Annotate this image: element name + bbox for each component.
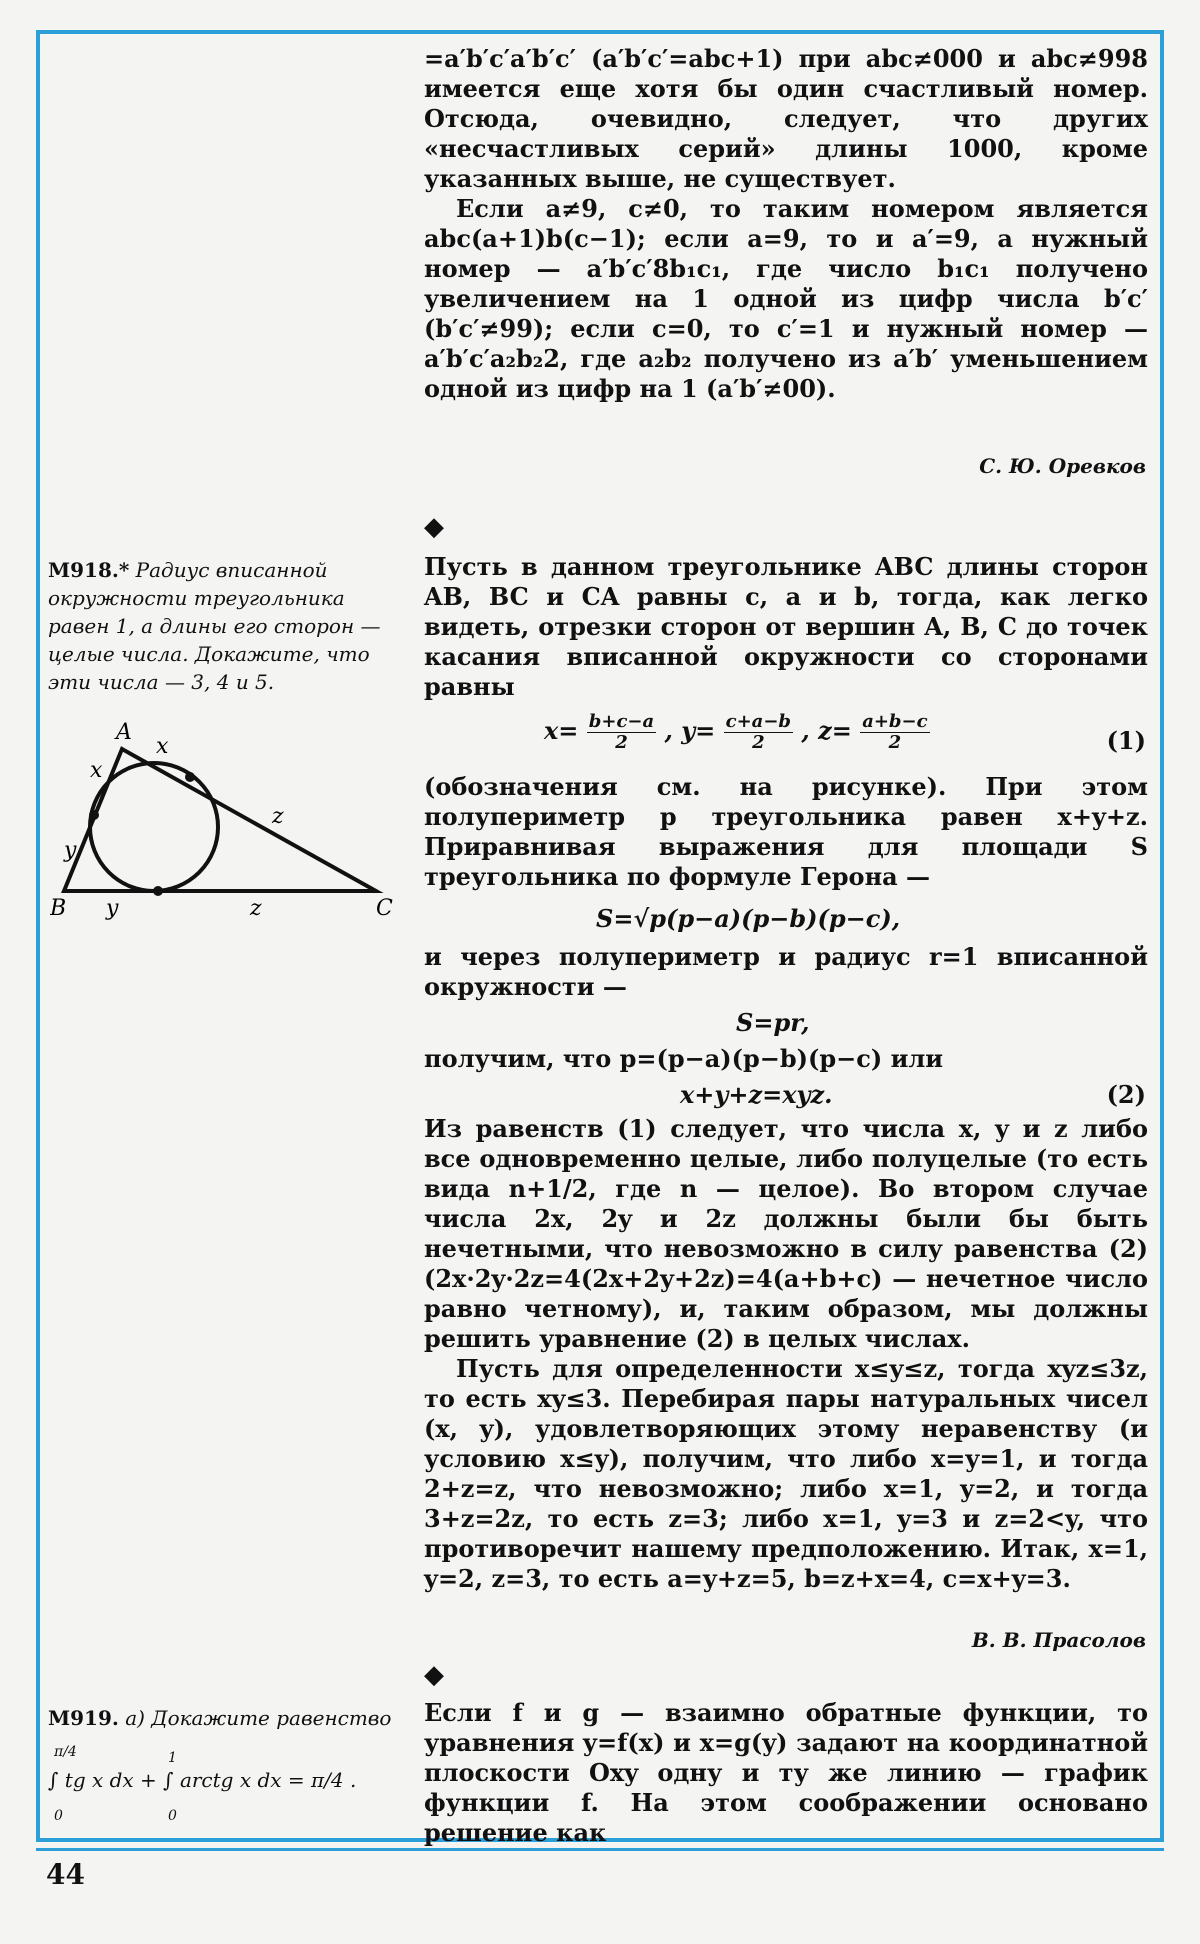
triangle-figure	[50, 715, 410, 925]
m919-int2-upper: 1	[168, 1750, 177, 1766]
page-number: 44	[46, 1858, 85, 1891]
top-paragraph-2: Если a≠9, c≠0, то таким номером является abc(a+1)b(c−1); если a=9, то и a′=9, а нужный номер — a′b′c′8b₁c₁, где число b₁c₁ получено увеличением на 1 одной из цифр числа b′c′ (b′c′≠99); если c=0, то c′=1 и нужный номер — a′b′c′a₂b₂2, где a₂b₂ получено из a′b′ уменьшением одной из цифр на 1 (a′b′≠00).	[424, 194, 1148, 403]
label-a: A	[116, 720, 132, 745]
label-x-top: x	[156, 734, 169, 759]
label-x-left: x	[90, 758, 103, 783]
label-c: C	[376, 896, 393, 921]
bottom-rule	[36, 1848, 1164, 1851]
signature-orevkov: С. Ю. Оревков	[979, 454, 1146, 478]
m919-int1-upper: π/4	[54, 1744, 77, 1760]
tangent-point-ab	[89, 810, 99, 820]
m919-statement: а) Докажите равенство	[125, 1706, 392, 1730]
m918-paragraph-3: и через полупериметр и радиус r=1 вписанной окружности —	[424, 942, 1148, 1001]
triangle-abc	[64, 749, 376, 891]
m919-int2-lower: 0	[168, 1808, 177, 1824]
m918-problem	[48, 556, 396, 696]
label-y-left: y	[64, 838, 77, 863]
formula-1: x= $\frac{b+c-a}{2}$ , y= $\frac{c+a-b}{2}$ , z= $\frac{a+b-c}{2}$	[544, 711, 928, 753]
signature-prasolov: В. В. Прасолов	[971, 1628, 1146, 1652]
label-z-bottom: z	[250, 896, 262, 921]
m918-paragraph-6: Пусть для определенности x≤y≤z, тогда xyz≤3z, то есть xy≤3. Перебирая пары натуральных чисел (x, y), удовлетворяющих этому неравенству (и условию x≤y), получим, что либо x=y=1, и тогда 2+z=z, что невозможно; либо x=1, y=2, и тогда 3+z=2z, то есть z=3; либо x=1, y=3 и z=2<y, что противоречит нашему предположению. Итак, x=1, y=2, z=3, то есть a=y+z=5, b=z+x=4, c=x+y=3.	[424, 1354, 1148, 1593]
label-y-bottom: y	[106, 896, 119, 921]
m919-problem	[48, 1704, 396, 1732]
m918-paragraph-1: Пусть в данном треугольнике ABC длины сторон AB, BC и CA равны c, a и b, тогда, как легко видеть, отрезки сторон от вершин A, B, C до точек касания вписанной окружности со сторонами равны	[424, 552, 1148, 701]
formula-heron: S=√p(p−a)(p−b)(p−c),	[596, 904, 901, 933]
top-paragraph-1: =a′b′c′a′b′c′ (a′b′c′=abc+1) при abc≠000 и abc≠998 имеется еще хотя бы один счастливый номер. Отсюда, очевидно, следует, что других «несчастливых серий» длины 1000, кроме указанных выше, не существует.	[424, 44, 1148, 193]
incircle	[90, 763, 218, 891]
m918-id: М918.*	[48, 558, 130, 582]
formula-2: x+y+z=xyz.	[680, 1080, 833, 1109]
section-diamond-2: ◆	[424, 1660, 444, 1690]
formula-area: S=pr,	[736, 1008, 810, 1037]
m918-paragraph-4: получим, что p=(p−a)(p−b)(p−c) или	[424, 1044, 944, 1073]
m918-paragraph-5: Из равенств (1) следует, что числа x, y и z либо все одновременно целые, либо полуцелые (то есть вида n+1/2, где n — целое). Во втором случае числа 2x, 2y и 2z должны были бы быть нечетными, что невозможно в силу равенства (2) (2x·2y·2z=4(2x+2y+2z)=4(a+b+c) — нечетное число равно четному), и, таким образом, мы должны решить уравнение (2) в целых числах. Пусть для определенности x≤y≤z, тогда xyz≤3z, то есть xy≤3. Перебирая пары натуральных чисел (x, y), удовлетворяющих этому неравенству (и условию x≤y), получим, что либо x=y=1, и тогда 2+z=z, что невозможно; либо x=1, y=2, и тогда 3+z=2z, то есть z=3; либо x=1, y=3 и z=2<y, что противоречит нашему предположению. Итак, x=1, y=2, z=3, то есть a=y+z=5, b=z+x=4, c=x+y=3.	[424, 1114, 1148, 1593]
label-z-side: z	[272, 804, 284, 829]
label-b: B	[50, 896, 67, 921]
m918-statement: Радиус вписанной окружности треугольника равен 1, а длины его сторон — целые числа. Докажите, что эти числа — 3, 4 и 5.	[48, 558, 381, 694]
m919-paragraph-1: Если f и g — взаимно обратные функции, то уравнения y=f(x) и x=g(y) задают на координатной плоскости Oxy одну и ту же линию — график функции f. На этом соображении основано решение как	[424, 1698, 1148, 1847]
m919-int1-lower: 0	[54, 1808, 63, 1824]
top-continuation	[424, 44, 1148, 404]
tangent-point-ac	[185, 772, 195, 782]
tangent-point-bc	[153, 886, 163, 896]
section-diamond-1: ◆	[424, 512, 444, 542]
m919-formula: ∫ tg x dx + ∫ arctg x dx = π/4 .	[48, 1768, 357, 1792]
m918-paragraph-2: (обозначения см. на рисунке). При этом полупериметр p треугольника равен x+y+z. Приравнивая выражения для площади S треугольника по формуле Герона —	[424, 772, 1148, 891]
equation-number-1: (1)	[1106, 726, 1146, 755]
m919-id: М919.	[48, 1706, 119, 1730]
equation-number-2: (2)	[1106, 1080, 1146, 1109]
